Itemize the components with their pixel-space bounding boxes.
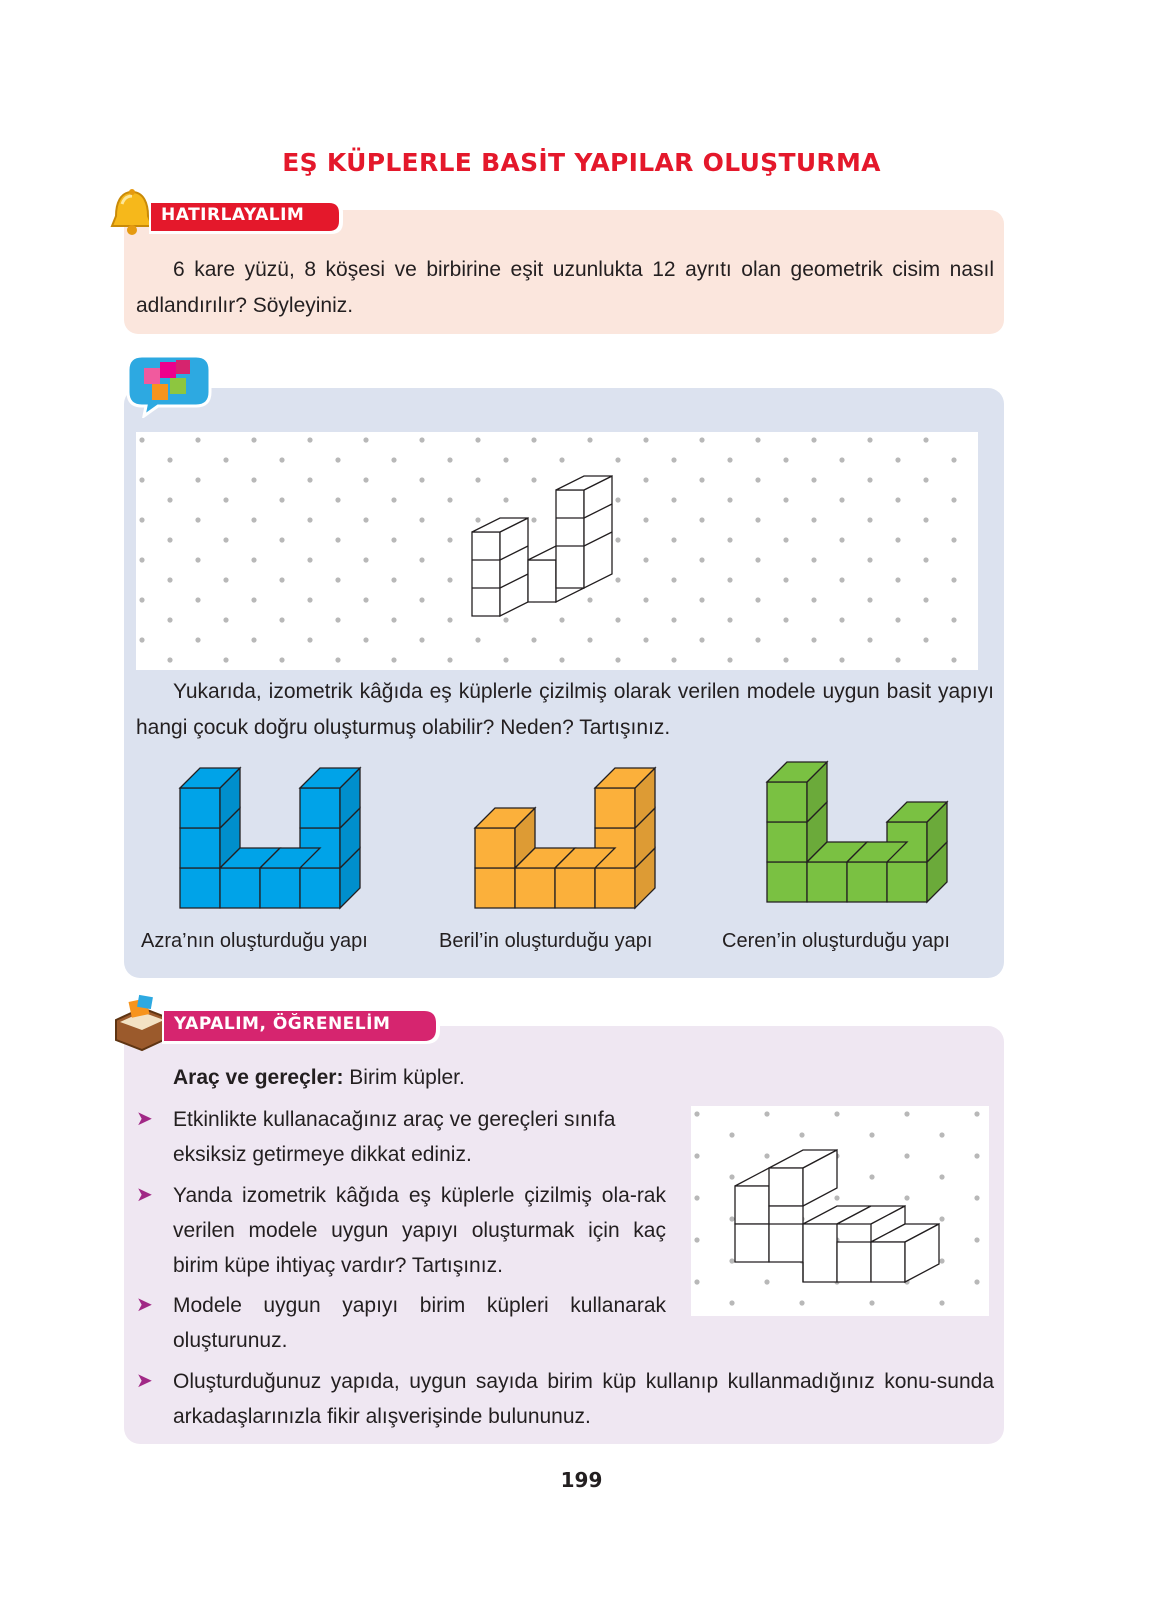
grid-dot [755, 517, 760, 522]
grid-dot [904, 1111, 909, 1116]
grid-dot [531, 517, 536, 522]
cube-face [807, 862, 847, 902]
grid-dot [307, 477, 312, 482]
grid-dot [335, 457, 340, 462]
cube-face [180, 868, 220, 908]
cube-face [887, 862, 927, 902]
grid-dot [139, 517, 144, 522]
cube-face [515, 868, 555, 908]
grid-dot [729, 1216, 734, 1221]
grid-dot [167, 537, 172, 542]
cube-face [300, 868, 340, 908]
grid-dot [974, 1237, 979, 1242]
cube-face [767, 822, 807, 862]
cube-face [767, 782, 807, 822]
grid-dot [867, 557, 872, 562]
grid-dot [643, 477, 648, 482]
activity-tag: YAPALIM, ÖĞRENELİM [174, 1014, 391, 1034]
cube-face [220, 868, 260, 908]
grid-dot [867, 437, 872, 442]
grid-dot [503, 617, 508, 622]
grid-dot [503, 457, 508, 462]
grid-dot [503, 497, 508, 502]
grid-dot [363, 437, 368, 442]
grid-dot [694, 1111, 699, 1116]
grid-dot [391, 497, 396, 502]
grid-dot [251, 477, 256, 482]
grid-dot [699, 517, 704, 522]
grid-dot [811, 437, 816, 442]
grid-dot [939, 1132, 944, 1137]
grid-dot [307, 557, 312, 562]
azra-structure [170, 760, 370, 916]
grid-dot [923, 597, 928, 602]
grid-dot [251, 597, 256, 602]
grid-dot [447, 617, 452, 622]
grid-dot [764, 1153, 769, 1158]
grid-dot [727, 497, 732, 502]
grid-dot [895, 617, 900, 622]
grid-dot [904, 1153, 909, 1158]
grid-dot [335, 577, 340, 582]
bullet-2 [136, 1178, 666, 1283]
grid-dot [783, 577, 788, 582]
grid-dot [587, 437, 592, 442]
grid-dot [834, 1111, 839, 1116]
grid-dot [939, 1258, 944, 1263]
grid-dot [727, 657, 732, 662]
grid-dot [615, 657, 620, 662]
grid-dot [223, 577, 228, 582]
page-title: EŞ KÜPLERLE BASİT YAPILAR OLUŞTURMA [282, 148, 881, 177]
tools-label: Araç ve gereçler: [173, 1066, 344, 1089]
grid-dot [811, 637, 816, 642]
grid-dot [195, 437, 200, 442]
grid-dot [559, 617, 564, 622]
grid-dot [223, 617, 228, 622]
grid-dot [223, 657, 228, 662]
bullet-2-text: Yanda izometrik kâğıda eş küplerle çizilmiş ola-rak verilen modele uygun yapıyı oluşturmak için kaç birim küpe ihtiyaç vardır? Tartışınız. [173, 1184, 666, 1277]
cube-face [595, 868, 635, 908]
grid-dot [167, 657, 172, 662]
grid-dot [974, 1153, 979, 1158]
grid-dot [531, 477, 536, 482]
ceren-structure [757, 754, 957, 910]
grid-dot [643, 517, 648, 522]
grid-dot [783, 537, 788, 542]
grid-dot [671, 657, 676, 662]
grid-dot [363, 557, 368, 562]
grid-dot [279, 657, 284, 662]
grid-dot [475, 477, 480, 482]
grid-dot [475, 637, 480, 642]
grid-dot [587, 597, 592, 602]
grid-dot [447, 537, 452, 542]
grid-dot [559, 657, 564, 662]
grid-dot [419, 437, 424, 442]
grid-dot [869, 1300, 874, 1305]
grid-dot [923, 517, 928, 522]
grid-dot [755, 597, 760, 602]
grid-dot [587, 637, 592, 642]
grid-dot [811, 517, 816, 522]
grid-dot [839, 617, 844, 622]
grid-dot [167, 617, 172, 622]
grid-dot [643, 597, 648, 602]
grid-dot [447, 657, 452, 662]
grid-dot [811, 557, 816, 562]
grid-dot [671, 577, 676, 582]
grid-dot [951, 617, 956, 622]
grid-dot [279, 537, 284, 542]
grid-dot [839, 497, 844, 502]
grid-dot [755, 437, 760, 442]
grid-dot [869, 1132, 874, 1137]
cube-face [475, 868, 515, 908]
grid-dot [671, 457, 676, 462]
grid-dot [419, 637, 424, 642]
cube-face [300, 788, 340, 828]
grid-dot [694, 1195, 699, 1200]
grid-dot [699, 637, 704, 642]
grid-dot [643, 637, 648, 642]
grid-dot [699, 557, 704, 562]
grid-dot [764, 1279, 769, 1284]
grid-dot [727, 617, 732, 622]
grid-dot [694, 1279, 699, 1284]
grid-dot [939, 1174, 944, 1179]
grid-dot [167, 457, 172, 462]
grid-dot [974, 1279, 979, 1284]
grid-dot [447, 577, 452, 582]
grid-dot [195, 517, 200, 522]
cube-face [180, 828, 220, 868]
grid-dot [419, 477, 424, 482]
grid-dot [755, 477, 760, 482]
grid-dot [559, 457, 564, 462]
grid-dot [251, 517, 256, 522]
grid-dot [251, 437, 256, 442]
grid-dot [923, 557, 928, 562]
grid-dot [475, 437, 480, 442]
grid-dot [139, 637, 144, 642]
grid-dot [167, 577, 172, 582]
grid-dot [447, 497, 452, 502]
azra-caption: Azra’nın oluşturduğu yapı [141, 930, 368, 952]
grid-dot [251, 637, 256, 642]
bullet-1 [136, 1102, 666, 1172]
grid-dot [279, 617, 284, 622]
grid-dot [839, 577, 844, 582]
grid-dot [755, 557, 760, 562]
recall-tag: HATIRLAYALIM [161, 205, 305, 225]
grid-dot [671, 497, 676, 502]
grid-dot [923, 437, 928, 442]
grid-dot [783, 657, 788, 662]
grid-dot [699, 437, 704, 442]
grid-dot [615, 617, 620, 622]
grid-dot [615, 457, 620, 462]
grid-dot [307, 437, 312, 442]
grid-dot [503, 657, 508, 662]
bullet-arrow-icon: ➤ [136, 1370, 153, 1392]
grid-dot [363, 637, 368, 642]
grid-dot [391, 617, 396, 622]
grid-dot [195, 477, 200, 482]
grid-dot [867, 477, 872, 482]
grid-dot [307, 597, 312, 602]
grid-dot [839, 537, 844, 542]
grid-dot [363, 477, 368, 482]
grid-dot [834, 1195, 839, 1200]
grid-dot [615, 497, 620, 502]
grid-dot [279, 457, 284, 462]
cube-face [595, 788, 635, 828]
grid-dot [391, 457, 396, 462]
grid-dot [867, 517, 872, 522]
grid-dot [139, 437, 144, 442]
bullet-arrow-icon: ➤ [136, 1294, 153, 1316]
puzzle-icon [114, 348, 214, 418]
grid-dot [764, 1111, 769, 1116]
grid-dot [755, 637, 760, 642]
discussion-question: Yukarıda, izometrik kâğıda eş küplerle çizilmiş olarak verilen modele uygun basit yapıyı hangi çocuk doğru oluşturmuş olabilir? Neden? Tartışınız. [136, 680, 994, 739]
bullet-3 [136, 1288, 666, 1358]
grid-dot [839, 457, 844, 462]
bullet-1-text: Etkinlikte kullanacağınız araç ve gereçleri sınıfa eksiksiz getirmeye dikkat ediniz. [173, 1108, 616, 1166]
grid-dot [643, 557, 648, 562]
grid-dot [839, 657, 844, 662]
grid-dot [729, 1300, 734, 1305]
grid-dot [363, 517, 368, 522]
grid-dot [895, 497, 900, 502]
grid-dot [391, 577, 396, 582]
grid-dot [727, 457, 732, 462]
cube-face [767, 862, 807, 902]
grid-dot [699, 477, 704, 482]
grid-dot [419, 557, 424, 562]
grid-dot [671, 617, 676, 622]
grid-dot [694, 1153, 699, 1158]
beril-structure [465, 760, 665, 916]
grid-dot [867, 597, 872, 602]
grid-dot [951, 537, 956, 542]
grid-dot [799, 1300, 804, 1305]
grid-dot [223, 537, 228, 542]
bullet-4 [136, 1364, 994, 1434]
ceren-caption: Ceren’in oluşturduğu yapı [722, 930, 950, 952]
grid-dot [335, 617, 340, 622]
bullet-3-text: Modele uygun yapıyı birim küpleri kullanarak oluşturunuz. [173, 1294, 666, 1352]
grid-dot [867, 637, 872, 642]
grid-dot [974, 1111, 979, 1116]
grid-dot [447, 457, 452, 462]
grid-dot [615, 537, 620, 542]
grid-dot [694, 1237, 699, 1242]
grid-dot [671, 537, 676, 542]
grid-dot [139, 597, 144, 602]
cube-face [260, 868, 300, 908]
grid-dot [783, 497, 788, 502]
grid-dot [335, 537, 340, 542]
grid-dot [279, 577, 284, 582]
grid-dot [729, 1132, 734, 1137]
grid-dot [951, 457, 956, 462]
grid-dot [895, 457, 900, 462]
tools-value: Birim küpler. [349, 1066, 465, 1089]
tools-line [173, 1066, 465, 1090]
grid-dot [139, 557, 144, 562]
grid-dot [139, 477, 144, 482]
grid-dot [279, 497, 284, 502]
grid-dot [727, 537, 732, 542]
page-number: 199 [560, 1468, 603, 1492]
grid-dot [335, 657, 340, 662]
bullet-arrow-icon: ➤ [136, 1184, 153, 1206]
grid-dot [783, 457, 788, 462]
grid-dot [811, 477, 816, 482]
grid-dot [939, 1216, 944, 1221]
grid-dot [195, 557, 200, 562]
grid-dot [391, 657, 396, 662]
grid-dot [974, 1195, 979, 1200]
grid-dot [699, 597, 704, 602]
grid-dot [923, 477, 928, 482]
grid-dot [195, 637, 200, 642]
grid-dot [307, 637, 312, 642]
isometric-dot-paper-2 [691, 1106, 989, 1316]
grid-dot [783, 617, 788, 622]
bullet-4-text: Oluşturduğunuz yapıda, uygun sayıda birim küp kullanıp kullanmadığınız konu-sunda arkadaşlarınızla fikir alışverişinde bulununuz. [173, 1370, 994, 1428]
grid-dot [799, 1132, 804, 1137]
grid-dot [363, 597, 368, 602]
cube-face [475, 828, 515, 868]
grid-dot [475, 517, 480, 522]
grid-dot [307, 517, 312, 522]
grid-dot [419, 517, 424, 522]
grid-dot [729, 1174, 734, 1179]
grid-dot [251, 557, 256, 562]
grid-dot [895, 657, 900, 662]
grid-dot [904, 1195, 909, 1200]
grid-dot [615, 577, 620, 582]
grid-dot [167, 497, 172, 502]
grid-dot [951, 497, 956, 502]
grid-dot [643, 437, 648, 442]
grid-dot [531, 437, 536, 442]
isometric-dot-paper [136, 432, 978, 670]
cube-face [180, 788, 220, 828]
cube-face [555, 868, 595, 908]
grid-dot [923, 637, 928, 642]
grid-dot [869, 1174, 874, 1179]
grid-dot [531, 637, 536, 642]
grid-dot [335, 497, 340, 502]
beril-caption: Beril’in oluşturduğu yapı [439, 930, 653, 952]
grid-dot [729, 1258, 734, 1263]
grid-dot [391, 537, 396, 542]
grid-dot [223, 457, 228, 462]
recall-text: 6 kare yüzü, 8 köşesi ve birbirine eşit uzunlukta 12 ayrıtı olan geometrik cisim nasıl adlandırılır? Söyleyiniz. [136, 258, 994, 317]
bullet-arrow-icon: ➤ [136, 1108, 153, 1130]
grid-dot [811, 597, 816, 602]
grid-dot [951, 577, 956, 582]
grid-dot [939, 1300, 944, 1305]
grid-dot [419, 597, 424, 602]
grid-dot [895, 577, 900, 582]
grid-dot [223, 497, 228, 502]
grid-dot [895, 537, 900, 542]
grid-dot [195, 597, 200, 602]
cube-face [847, 862, 887, 902]
grid-dot [951, 657, 956, 662]
grid-dot [727, 577, 732, 582]
